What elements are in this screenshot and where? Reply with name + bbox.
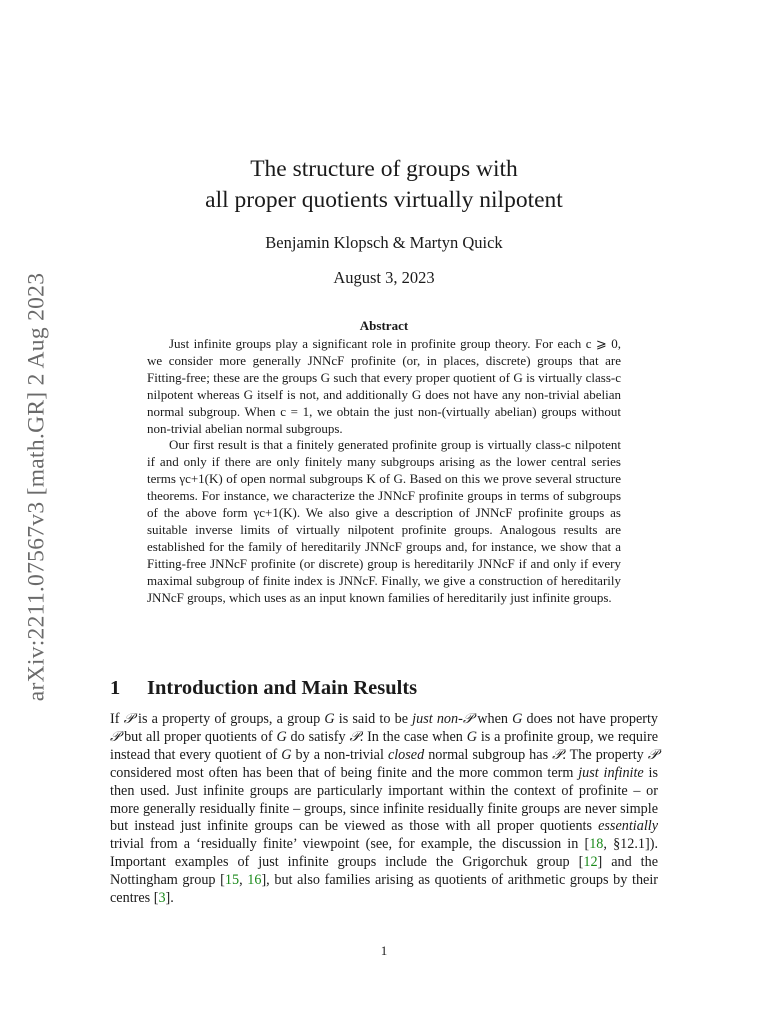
- abstract-paragraph-2: Our first result is that a finitely generated profinite group is virtually class-c nilpotent if and only if there are only finitely many subgroups arising as the lower central series terms γc+1(K) of open normal subgroups K of G. Based on this we prove several structure theorems. For instance, we characterize the JNNcF profinite groups in terms of subgroups of the above form γc+1(K). We also give a description of JNNcF profinite groups as suitable inverse limits of virtually nilpotent profinite groups. Analogous results are established for the family of hereditarily JNNcF groups and, for instance, we show that a Fitting-free JNNcF profinite (or discrete) group is hereditarily JNNcF if and only if every maximal subgroup of finite index is JNNcF. Finally, we give a construction of hereditarily JNNcF groups, which uses as an input known families of hereditarily just infinite groups.: [147, 437, 621, 605]
- section-title: Introduction and Main Results: [147, 677, 418, 699]
- citation-link[interactable]: 12: [583, 854, 598, 871]
- abstract-body: [147, 336, 621, 607]
- intro-paragraph: If 𝒫 is a property of groups, a group G is said to be just non-𝒫 when G does not have property 𝒫 but all proper quotients of G do satisfy 𝒫. In the case when G is a profinite group, we require instead that every quotient of G by a non-trivial closed normal subgroup has 𝒫. The property 𝒫 considered most often has been that of being finite and the more common term just infinite is then used. Just infinite groups are particularly important within the context of profinite – or more generally residually finite – groups, since infinite residually finite groups are never simple but instead just infinite groups can be viewed as those with all proper quotients essentially trivial from a ‘residually finite’ viewpoint (see, for example, the discussion in [18, §12.1]). Important examples of just infinite groups include the Grigorchuk group [12] and the Nottingham group [15, 16], but also families arising as quotients of arithmetic groups by their centres [3].: [110, 711, 659, 907]
- arxiv-identifier: arXiv:2211.07567v3 [math.GR] 2 Aug 2023: [23, 272, 50, 702]
- paper-title: [120, 154, 648, 216]
- title-line-2: all proper quotients virtually nilpotent: [205, 187, 563, 213]
- section-number: 1: [110, 677, 121, 699]
- title-line-1: The structure of groups with: [250, 156, 518, 182]
- abstract-heading: Abstract: [359, 318, 409, 333]
- abstract-paragraph-1: Just infinite groups play a significant role in profinite group theory. For each c ⩾ 0, we consider more generally JNNcF profinite (or, in places, discrete) groups that are Fitting-free; these are the groups G such that every proper quotient of G is virtually class-c nilpotent whereas G itself is not, and additionally G does not have any non-trivial abelian normal subgroup. When c = 1, we obtain the just non-(virtually abelian) groups without non-trivial abelian normal subgroups.: [147, 336, 621, 436]
- citation-link[interactable]: 15: [224, 872, 240, 889]
- section-heading: [110, 674, 417, 702]
- paper-date: August 3, 2023: [333, 268, 435, 287]
- authors: Benjamin Klopsch & Martyn Quick: [265, 233, 503, 252]
- section-body: [110, 711, 658, 908]
- arxiv-stamp: [0, 0, 64, 1024]
- page-number: 1: [380, 943, 388, 958]
- citation-link[interactable]: 16: [247, 872, 262, 889]
- citation-link[interactable]: 18: [589, 836, 604, 853]
- citation-link[interactable]: 3: [158, 890, 166, 907]
